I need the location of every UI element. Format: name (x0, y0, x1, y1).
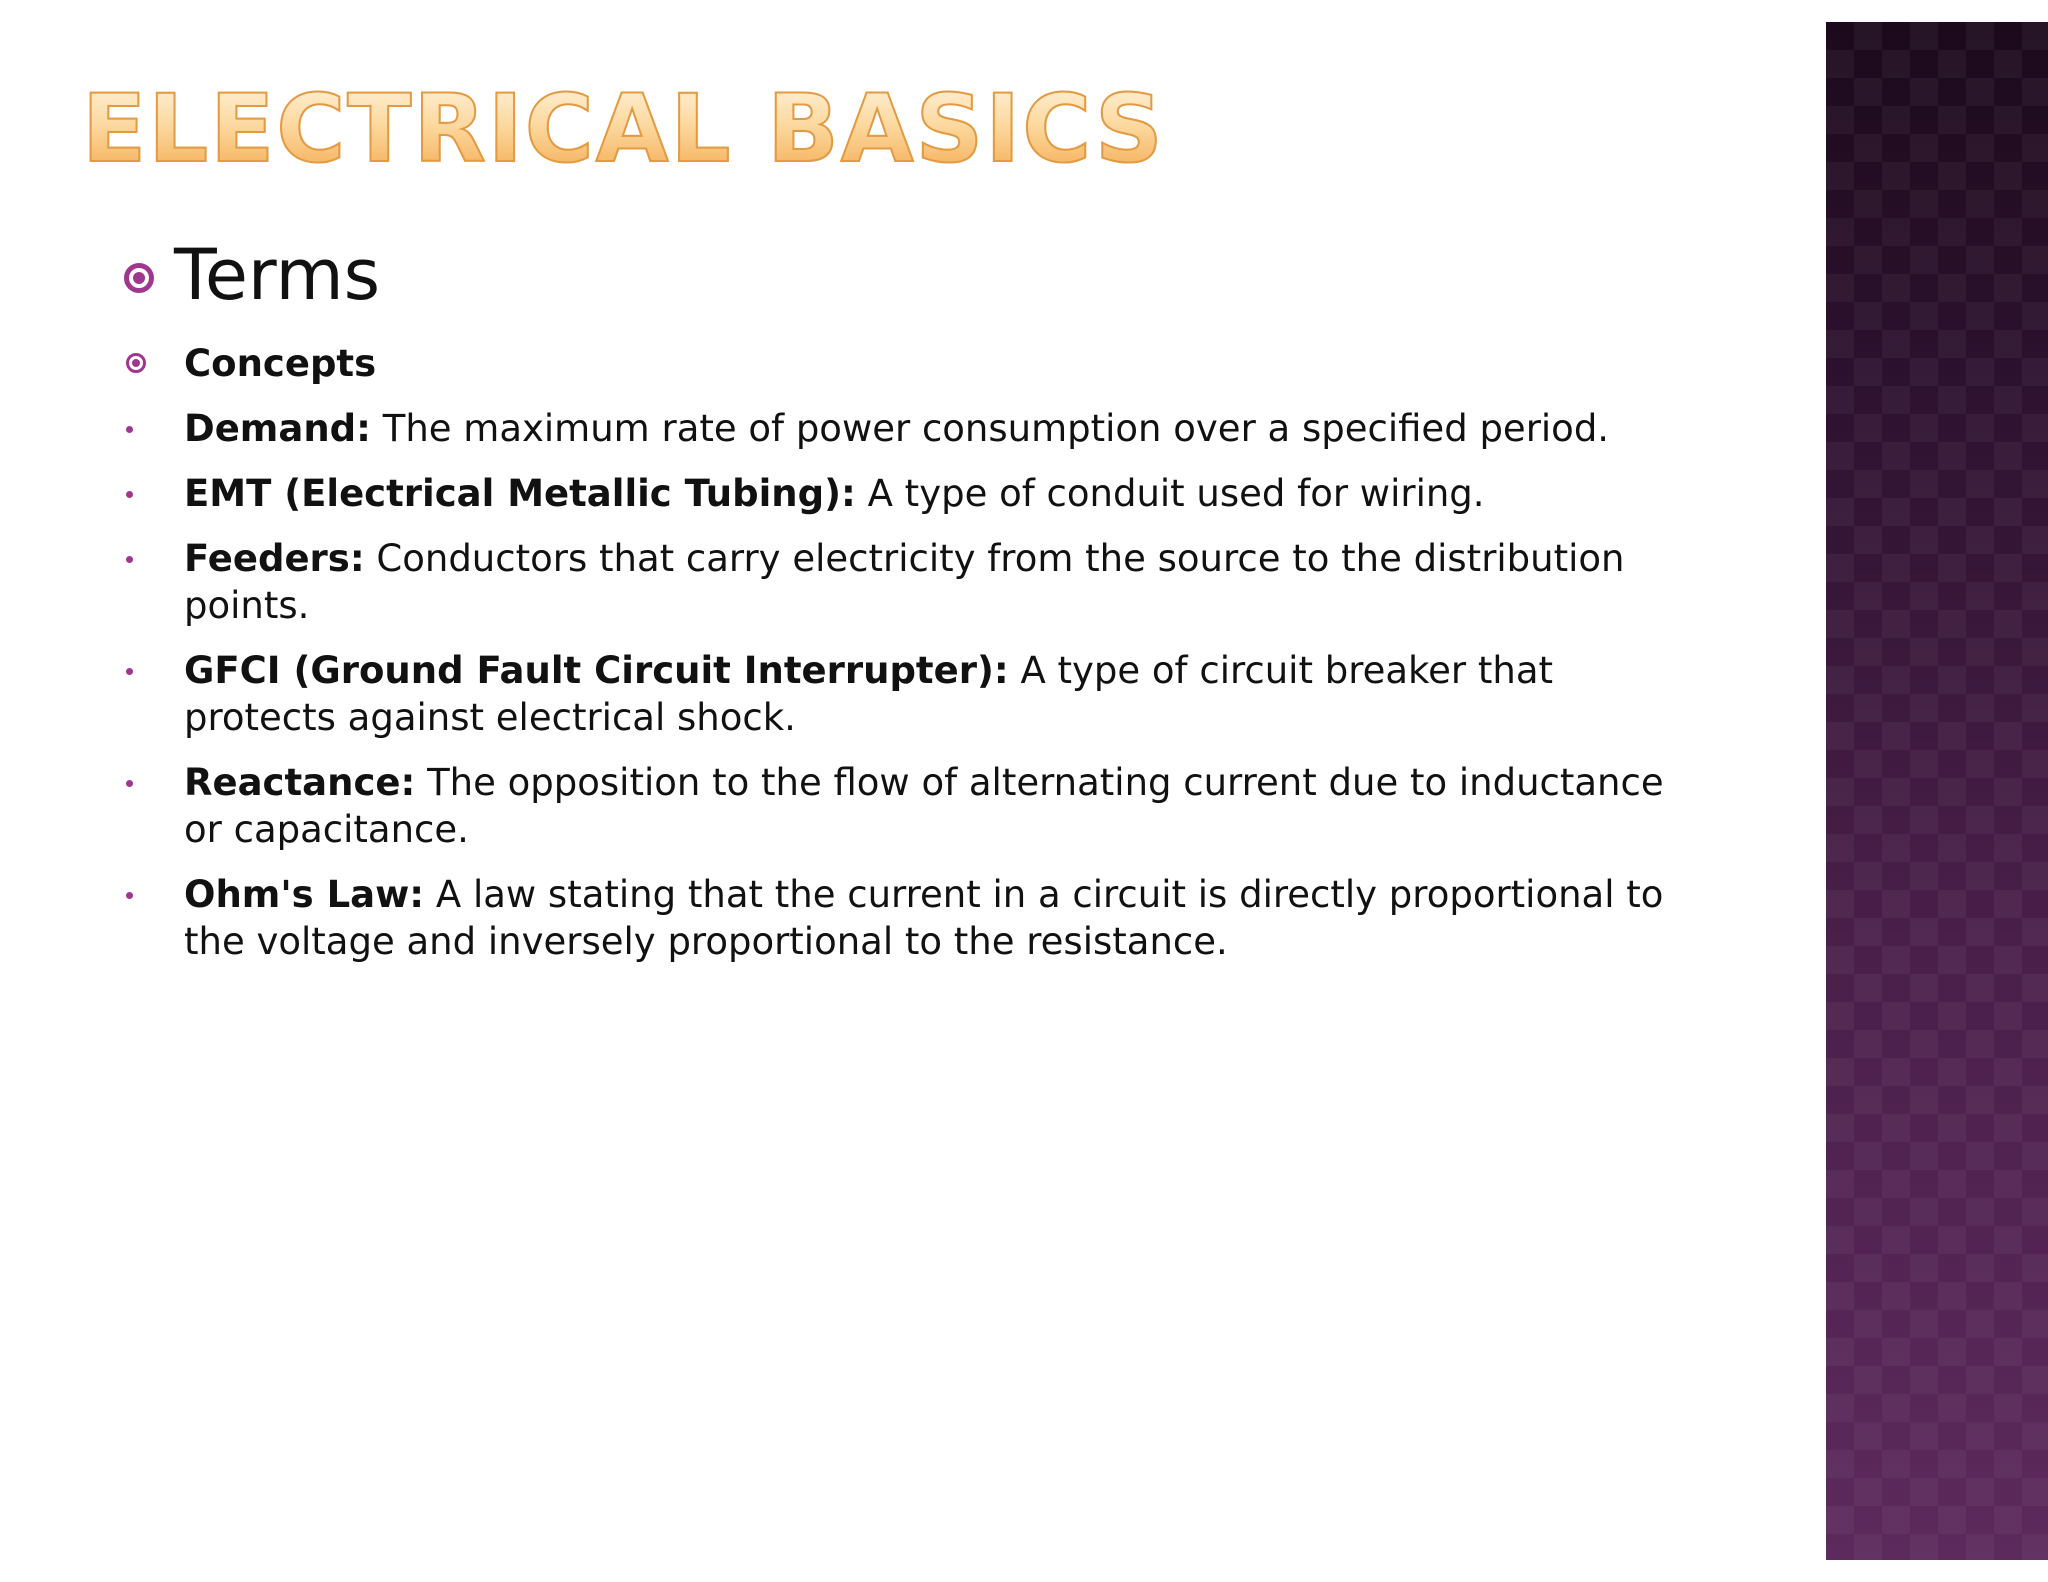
term-name: Reactance: (184, 761, 416, 804)
dot-bullet-icon (126, 426, 133, 433)
dot-bullet-icon (126, 556, 133, 563)
term-definition: The opposition to the flow of alternating current due to inductance or capacitance. (184, 761, 1664, 851)
term-name: GFCI (Ground Fault Circuit Interrupter): (184, 649, 1009, 692)
term-definition: A law stating that the current in a circuit is directly proportional to the voltage and inversely proportional to the resistance. (184, 873, 1664, 963)
term-name: EMT (Electrical Metallic Tubing): (184, 472, 856, 515)
term-definition: The maximum rate of power consumption over a specified period. (382, 407, 1610, 450)
subheading-text: Concepts (184, 342, 377, 385)
list-item (118, 405, 1698, 452)
term-definition: A type of circuit breaker that protects against electrical shock. (184, 649, 1554, 739)
target-bullet-icon (124, 263, 154, 293)
term-name: Demand: (184, 407, 371, 450)
heading-row (124, 234, 381, 316)
list-item (118, 470, 1698, 517)
term-definition: Conductors that carry electricity from the source to the distribution points. (184, 537, 1625, 627)
list-item (118, 647, 1698, 741)
subheading-row (118, 340, 1698, 387)
dot-bullet-icon (126, 780, 133, 787)
list-item (118, 535, 1698, 629)
decorative-side-panel (1826, 22, 2048, 1560)
terms-list (118, 340, 1698, 983)
dot-bullet-icon (126, 892, 133, 899)
dot-bullet-icon (126, 668, 133, 675)
target-bullet-icon (126, 353, 146, 373)
list-item (118, 759, 1698, 853)
heading-text: Terms (174, 234, 381, 316)
term-name: Ohm's Law: (184, 873, 425, 916)
term-name: Feeders: (184, 537, 365, 580)
list-item (118, 871, 1698, 965)
dot-bullet-icon (126, 491, 133, 498)
slide-title: ELECTRICAL BASICS (82, 75, 1165, 184)
term-definition: A type of conduit used for wiring. (867, 472, 1485, 515)
